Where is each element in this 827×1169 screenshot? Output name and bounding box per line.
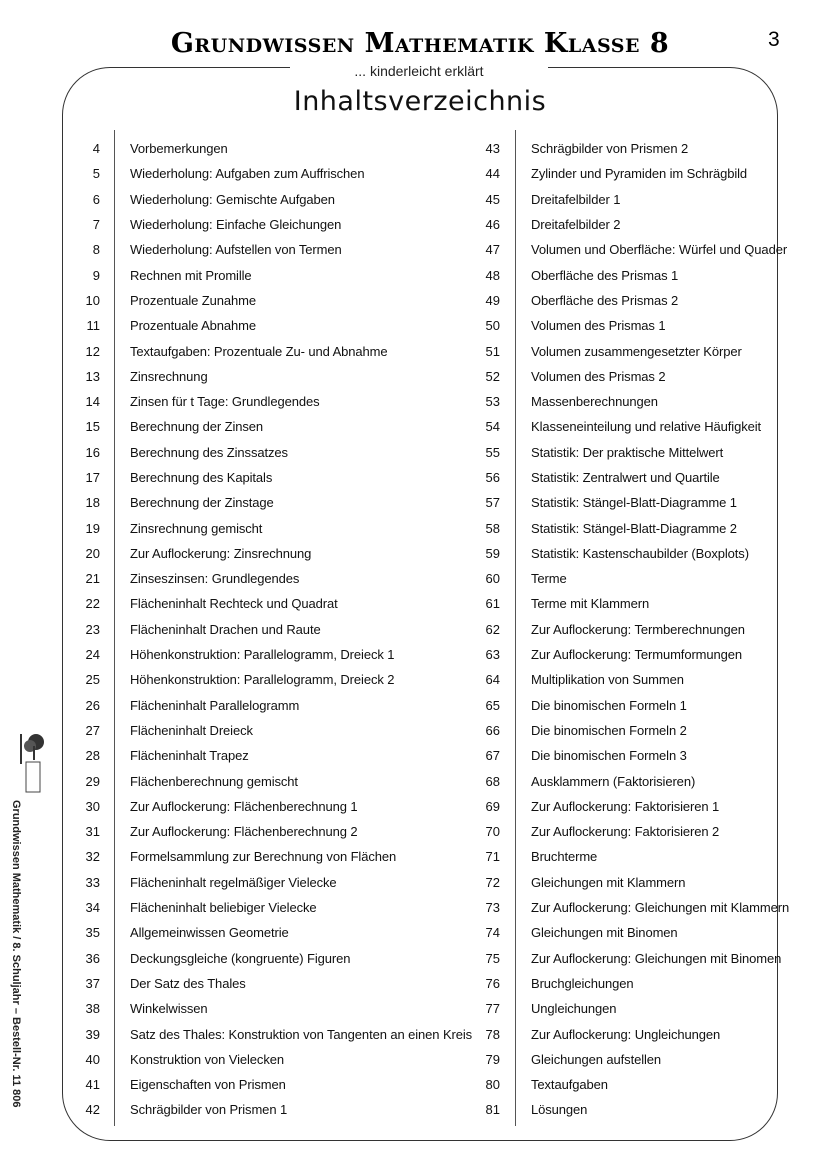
toc-entry-title: Ungleichungen [531, 1001, 617, 1017]
toc-entry [70, 389, 320, 414]
toc-page-number: 28 [85, 748, 100, 764]
toc-page-number: 65 [485, 697, 500, 713]
toc-entry-title: Zur Auflockerung: Flächenberechnung 1 [130, 798, 358, 814]
toc-page-number: 64 [485, 672, 500, 688]
toc-entry-title: Flächenberechnung gemischt [130, 773, 298, 789]
toc-entry [470, 1021, 721, 1046]
toc-entry [470, 895, 790, 920]
column-divider-right [515, 130, 516, 1126]
toc-entry-title: Zur Auflockerung: Termumformungen [531, 647, 743, 663]
sidebar-order-text: Grundwissen Mathematik / 8. Schuljahr – Bestell-Nr. 11 806 [10, 800, 22, 1108]
toc-page-number: 50 [485, 318, 500, 334]
toc-entry-title: Gleichungen aufstellen [531, 1051, 662, 1067]
toc-page-number: 52 [485, 368, 500, 384]
toc-entry-title: Zur Auflockerung: Faktorisieren 1 [531, 798, 720, 814]
toc-entry-title: Die binomischen Formeln 2 [531, 722, 687, 738]
toc-page-number: 53 [485, 394, 500, 410]
toc-entry-title: Volumen des Prismas 2 [531, 368, 666, 384]
toc-page-number: 44 [485, 166, 500, 182]
toc-page-number: 77 [485, 1001, 500, 1017]
toc-entry [470, 566, 567, 591]
toc-page-number: 48 [485, 267, 500, 283]
toc-entry-title: Zinsrechnung [130, 368, 208, 384]
toc-entry [70, 971, 246, 996]
toc-entry-title: Lösungen [531, 1102, 588, 1118]
toc-entry [470, 971, 634, 996]
toc-entry-title: Flächeninhalt Rechteck und Quadrat [130, 596, 338, 612]
toc-page-number: 63 [485, 647, 500, 663]
toc-entry [470, 465, 720, 490]
toc-page-number: 47 [485, 242, 500, 258]
toc-entry-title: Bruchterme [531, 849, 598, 865]
toc-entry [470, 996, 617, 1021]
toc-entry-title: Wiederholung: Aufstellen von Termen [130, 242, 342, 258]
publisher-logo-icon [18, 732, 46, 796]
column-divider-left [114, 130, 115, 1126]
toc-entry [470, 819, 720, 844]
toc-entry-title: Flächeninhalt Trapez [130, 748, 249, 764]
subtitle: ... kinderleicht erklärt [354, 63, 484, 79]
toc-entry [70, 920, 289, 945]
toc-page-number: 29 [85, 773, 100, 789]
toc-page-number: 45 [485, 191, 500, 207]
toc-page-number: 6 [92, 191, 100, 207]
toc-entry-title: Berechnung des Kapitals [130, 470, 273, 485]
toc-entry [470, 1072, 608, 1097]
toc-page-number: 30 [85, 798, 100, 814]
toc-entry-title: Flächeninhalt Parallelogramm [130, 697, 300, 713]
toc-entry [70, 642, 395, 667]
toc-entry-title: Wiederholung: Aufgaben zum Auffrischen [130, 166, 365, 182]
toc-entry-title: Zinsrechnung gemischt [130, 520, 263, 536]
toc-page-number: 21 [85, 571, 100, 587]
toc-entry-title: Statistik: Kastenschaubilder (Boxplots) [531, 545, 749, 561]
toc-page-number: 19 [85, 520, 100, 536]
toc-entry-title: Zur Auflockerung: Termberechnungen [531, 621, 745, 637]
toc-page-number: 18 [85, 495, 100, 511]
toc-entry [470, 490, 737, 515]
toc-page-number: 58 [485, 520, 500, 536]
toc-entry [70, 566, 300, 591]
toc-page-number: 31 [85, 824, 100, 840]
toc-page-number: 35 [85, 925, 100, 941]
toc-entry-title: Volumen und Oberfläche: Würfel und Quader [531, 242, 788, 258]
toc-entry-title: Konstruktion von Vielecken [130, 1051, 284, 1067]
toc-entry [470, 743, 687, 768]
toc-entry [70, 819, 358, 844]
toc-entry [70, 212, 342, 237]
toc-column-right [470, 136, 790, 1123]
toc-page-number: 5 [92, 166, 100, 182]
toc-entry [70, 794, 358, 819]
toc-entry [470, 617, 745, 642]
toc-page-number: 32 [85, 849, 100, 865]
toc-page-number: 68 [485, 773, 500, 789]
toc-page-number: 51 [485, 343, 500, 359]
toc-entry [470, 667, 684, 692]
toc-entry-title: Zur Auflockerung: Gleichungen mit Klammern [531, 900, 790, 916]
toc-entry-title: Deckungsgleiche (kongruente) Figuren [130, 950, 351, 966]
toc-entry [70, 591, 338, 616]
toc-entry [470, 642, 743, 667]
toc-entry [70, 262, 252, 287]
toc-entry-title: Ausklammern (Faktorisieren) [531, 773, 696, 789]
toc-entry [70, 414, 264, 439]
toc-page-number: 73 [485, 900, 500, 916]
toc-page-number: 70 [485, 824, 500, 840]
toc-entry-title: Zinseszinsen: Grundlegendes [130, 571, 300, 587]
toc-entry [470, 1097, 588, 1122]
toc-entry-title: Gleichungen mit Binomen [531, 925, 678, 941]
toc-entry-title: Flächeninhalt regelmäßiger Vielecke [130, 874, 337, 890]
toc-page-number: 22 [85, 596, 100, 612]
toc-entry-title: Berechnung der Zinstage [130, 495, 274, 511]
toc-page-number: 60 [485, 571, 500, 587]
toc-page-number: 67 [485, 748, 500, 764]
toc-page-number: 38 [85, 1001, 100, 1017]
toc-column-left [70, 136, 473, 1123]
toc-page-number: 57 [485, 495, 500, 511]
toc-entry [70, 693, 300, 718]
toc-entry [470, 515, 737, 540]
toc-entry-title: Die binomischen Formeln 1 [531, 697, 687, 713]
toc-entry [70, 440, 288, 465]
document-title: Grundwissen Mathematik Klasse 8 [170, 28, 670, 59]
toc-entry-title: Flächeninhalt Dreieck [130, 722, 253, 738]
toc-page-number: 37 [85, 975, 100, 991]
toc-page-number: 54 [485, 419, 500, 435]
toc-entry [70, 743, 249, 768]
toc-entry-title: Prozentuale Abnahme [130, 318, 257, 334]
toc-entry [70, 338, 388, 363]
toc-entry-title: Berechnung des Zinssatzes [130, 444, 288, 460]
toc-entry [470, 844, 598, 869]
toc-page-number: 55 [485, 444, 500, 460]
toc-page-number: 27 [85, 722, 100, 738]
toc-entry-title: Der Satz des Thales [130, 975, 246, 991]
toc-entry [70, 136, 228, 161]
toc-entry [70, 541, 312, 566]
toc-page-number: 72 [485, 874, 500, 890]
toc-entry-title: Multiplikation von Summen [531, 672, 684, 688]
toc-entry [70, 237, 342, 262]
toc-entry-title: Wiederholung: Gemischte Aufgaben [130, 191, 335, 207]
toc-page-number: 81 [485, 1102, 500, 1118]
toc-entry [70, 313, 257, 338]
toc-entry-title: Zur Auflockerung: Flächenberechnung 2 [130, 824, 358, 840]
toc-entry [70, 667, 395, 692]
toc-page-number: 9 [92, 267, 100, 283]
toc-page-number: 75 [485, 950, 500, 966]
toc-page-number: 14 [85, 394, 100, 410]
toc-page-number: 23 [85, 621, 100, 637]
toc-page-number: 40 [85, 1051, 100, 1067]
toc-page-number: 69 [485, 798, 500, 814]
toc-entry-title: Massenberechnungen [531, 394, 658, 410]
toc-entry [470, 591, 650, 616]
toc-entry [70, 617, 321, 642]
toc-page-number: 20 [85, 545, 100, 561]
toc-page-number: 16 [85, 444, 100, 460]
toc-entry [470, 212, 621, 237]
toc-entry [70, 996, 208, 1021]
toc-page-number: 8 [92, 242, 100, 258]
toc-entry [70, 465, 273, 490]
toc-entry-title: Zylinder und Pyramiden im Schrägbild [531, 166, 748, 182]
toc-entry [70, 718, 253, 743]
toc-entry-title: Zur Auflockerung: Faktorisieren 2 [531, 824, 720, 840]
toc-page-number: 4 [92, 141, 100, 157]
toc-entry-title: Höhenkonstruktion: Parallelogramm, Dreieck 1 [130, 647, 395, 663]
toc-entry [70, 768, 298, 793]
toc-page-number: 61 [485, 596, 500, 612]
toc-entry-title: Statistik: Der praktische Mittelwert [531, 444, 724, 460]
toc-entry [470, 946, 782, 971]
toc-entry [470, 870, 686, 895]
toc-entry [470, 161, 748, 186]
toc-page-number: 17 [85, 470, 100, 485]
toc-entry-title: Statistik: Zentralwert und Quartile [531, 470, 720, 485]
toc-entry [470, 338, 742, 363]
toc-entry-title: Volumen des Prismas 1 [531, 318, 666, 334]
toc-entry-title: Schrägbilder von Prismen 2 [531, 141, 689, 157]
toc-entry [470, 440, 724, 465]
toc-entry-title: Rechnen mit Promille [130, 267, 252, 283]
toc-entry [70, 364, 208, 389]
toc-entry [470, 389, 658, 414]
toc-entry [470, 794, 720, 819]
toc-page-number: 11 [86, 318, 100, 334]
toc-page-number: 66 [485, 722, 500, 738]
toc-page-number: 42 [85, 1102, 100, 1118]
toc-page-number: 74 [485, 925, 500, 941]
page-number: 3 [768, 28, 780, 51]
toc-entry-title: Schrägbilder von Prismen 1 [130, 1102, 288, 1118]
toc-page-number: 62 [485, 621, 500, 637]
toc-entry [470, 364, 666, 389]
toc-entry [470, 718, 687, 743]
toc-entry [70, 187, 335, 212]
toc-page-number: 46 [485, 217, 500, 233]
toc-entry [70, 515, 263, 540]
toc-entry-title: Vorbemerkungen [130, 141, 228, 157]
toc-entry [470, 541, 749, 566]
toc-entry-title: Zur Auflockerung: Zinsrechnung [130, 545, 312, 561]
toc-entry-title: Volumen zusammengesetzter Körper [531, 343, 742, 359]
toc-entry [70, 288, 257, 313]
toc-page-number: 41 [85, 1077, 100, 1093]
toc-page-number: 80 [485, 1077, 500, 1093]
toc-entry-title: Terme [531, 571, 567, 587]
toc-entry-title: Formelsammlung zur Berechnung von Flächen [130, 849, 397, 865]
toc-entry [470, 136, 689, 161]
toc-entry [70, 1072, 286, 1097]
toc-page-number: 34 [85, 900, 100, 916]
toc-entry [70, 161, 365, 186]
toc-entry-title: Textaufgaben: Prozentuale Zu- und Abnahme [130, 343, 388, 359]
toc-page-number: 43 [485, 141, 500, 157]
toc-page-number: 25 [85, 672, 100, 688]
toc-entry-title: Gleichungen mit Klammern [531, 874, 686, 890]
toc-entry-title: Winkelwissen [130, 1001, 208, 1017]
toc-entry [70, 946, 351, 971]
toc-entry [470, 262, 679, 287]
toc-page-number: 39 [85, 1026, 100, 1042]
toc-heading: Inhaltsverzeichnis [293, 86, 547, 117]
toc-entry-title: Prozentuale Zunahme [130, 292, 257, 308]
toc-entry-title: Die binomischen Formeln 3 [531, 748, 687, 764]
toc-entry [470, 237, 788, 262]
toc-page-number: 49 [485, 292, 500, 308]
toc-page-number: 33 [85, 874, 100, 890]
toc-entry [470, 414, 762, 439]
toc-entry [70, 1021, 473, 1046]
toc-entry-title: Zinsen für t Tage: Grundlegendes [130, 394, 320, 410]
toc-entry-title: Eigenschaften von Prismen [130, 1077, 286, 1093]
toc-entry [70, 1097, 288, 1122]
toc-entry-title: Dreitafelbilder 2 [531, 217, 621, 233]
toc-entry [70, 490, 274, 515]
toc-entry-title: Textaufgaben [531, 1077, 608, 1093]
toc-page-number: 79 [485, 1051, 500, 1067]
toc-entry-title: Wiederholung: Einfache Gleichungen [130, 217, 342, 233]
toc-page-number: 7 [92, 217, 100, 233]
toc-page-number: 78 [485, 1026, 500, 1042]
toc-entry [470, 313, 666, 338]
toc-page-number: 24 [85, 647, 100, 663]
toc-entry [70, 895, 317, 920]
toc-entry-title: Höhenkonstruktion: Parallelogramm, Dreieck 2 [130, 672, 395, 688]
toc-entry-title: Flächeninhalt Drachen und Raute [130, 621, 321, 637]
toc-entry-title: Statistik: Stängel-Blatt-Diagramme 1 [531, 495, 737, 511]
toc-entry-title: Dreitafelbilder 1 [531, 191, 621, 207]
toc-entry [70, 1047, 284, 1072]
toc-page-number: 59 [485, 545, 500, 561]
toc-entry [470, 1047, 662, 1072]
toc-entry [470, 920, 678, 945]
toc-entry [470, 768, 696, 793]
toc-entry-title: Flächeninhalt beliebiger Vielecke [130, 900, 317, 916]
toc-entry-title: Zur Auflockerung: Gleichungen mit Binomen [531, 950, 782, 966]
toc-page-number: 10 [85, 292, 100, 308]
toc-entry [470, 693, 687, 718]
toc-page-number: 76 [485, 975, 500, 991]
toc-entry-title: Zur Auflockerung: Ungleichungen [531, 1026, 721, 1042]
toc-page-number: 26 [85, 697, 100, 713]
toc-entry-title: Berechnung der Zinsen [130, 419, 264, 435]
toc-entry-title: Allgemeinwissen Geometrie [130, 925, 289, 941]
toc-entry-title: Klasseneinteilung und relative Häufigkeit [531, 419, 762, 435]
toc-page-number: 13 [85, 368, 100, 384]
toc-entry [470, 288, 679, 313]
toc-page-number: 56 [485, 470, 500, 485]
toc-entry-title: Statistik: Stängel-Blatt-Diagramme 2 [531, 520, 737, 536]
toc-entry [70, 870, 337, 895]
toc-entry-title: Bruchgleichungen [531, 975, 634, 991]
toc-entry-title: Satz des Thales: Konstruktion von Tangenten an einen Kreis [130, 1026, 473, 1042]
toc-entry-title: Oberfläche des Prismas 2 [531, 292, 679, 308]
toc-entry [70, 844, 397, 869]
toc-entry-title: Terme mit Klammern [531, 596, 650, 612]
toc-page-number: 12 [85, 343, 100, 359]
toc-entry [470, 187, 621, 212]
toc-page-number: 71 [485, 849, 500, 865]
toc-page-number: 15 [85, 419, 100, 435]
toc-page-number: 36 [85, 950, 100, 966]
toc-entry-title: Oberfläche des Prismas 1 [531, 267, 679, 283]
